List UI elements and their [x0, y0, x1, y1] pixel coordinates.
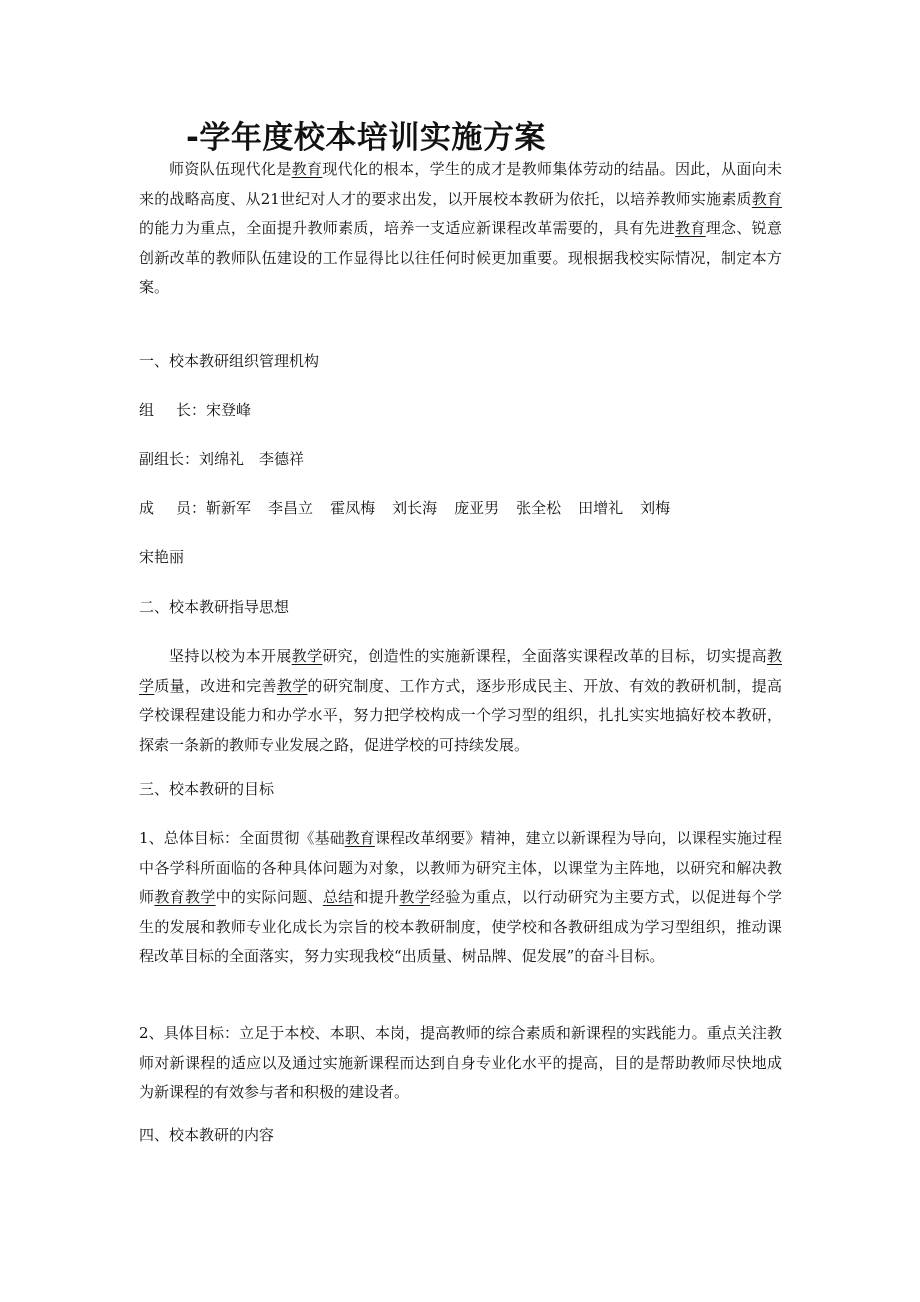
member-name: 张全松: [516, 499, 562, 517]
underlined-term: 教育: [675, 219, 706, 237]
deputy-label: 副组长：: [139, 450, 200, 468]
underlined-term: 教育: [344, 829, 375, 847]
member-name: 李昌立: [268, 499, 314, 517]
goal-overall-paragraph: 1、总体目标：全面贯彻《基础教育课程改革纲要》精神，建立以新课程为导向，以课程实施过程中各学科所面临的各种具体问题为对象，以教师为研究主体，以课堂为主阵地，以研究和解决教师教育教学中的实际问题、总结和提升教学经验为重点，以行动研究为主要方式，以促进每个学生的发展和教师专业化成长为宗旨的校本教研制度，使学校和各教研组成为学习型组织，推动课程改革目标的全面落实，努力实现我校“出质量、树品牌、促发展”的奋斗目标。: [139, 829, 782, 965]
underlined-term: 教育: [751, 189, 782, 208]
leader-row: [139, 399, 251, 421]
member-name: 田增礼: [578, 499, 624, 517]
deputy-row: [139, 448, 304, 470]
underlined-term: 教育: [291, 160, 323, 178]
underlined-term: 教学: [139, 647, 782, 695]
member-name: 刘长海: [392, 499, 438, 517]
leader-label-a: 组: [139, 401, 155, 419]
section2-heading: 二、校本教研指导思想: [139, 598, 290, 616]
intro-paragraph: 师资队伍现代化是教育现代化的根本，学生的成才是教师集体劳动的结晶。因此，从面向未来的战略高度、从21世纪对人才的要求出发，以开展校本教研为依托，以培养教师实施素质教育的能力为重点，全面提升教师素质，培养一支适应新课程改革需要的，具有先进教育理念、锐意创新改革的教师队伍建设的工作显得比以往任何时候更加重要。现根据我校实际情况，制定本方案。: [139, 160, 782, 296]
deputy-name: 李德祥: [259, 450, 305, 468]
member-name: 靳新军: [206, 499, 252, 517]
underlined-term: 教学: [291, 647, 323, 665]
goal-specific-paragraph: 2、具体目标：立足于本校、本职、本岗，提高教师的综合素质和新课程的实践能力。重点关注教师对新课程的适应以及通过实施新课程而达到自身专业化水平的提高，目的是帮助教师尽快地成为新课程的有效参与者和积极的建设者。: [139, 1024, 782, 1101]
underlined-term: 总结: [322, 888, 354, 906]
leader-name: 宋登峰: [206, 401, 252, 419]
section1-heading: 一、校本教研组织管理机构: [139, 352, 320, 370]
section4-heading: 四、校本教研的内容: [139, 1126, 275, 1144]
underlined-term: 教学: [184, 888, 216, 906]
member-name: 刘梅: [640, 499, 671, 517]
member-label-a: 成: [139, 499, 155, 517]
document-title: -学年度校本培训实施方案: [186, 120, 546, 156]
underlined-term: 教学: [276, 676, 308, 695]
section3-heading: 三、校本教研的目标: [139, 780, 275, 798]
underlined-term: 教育: [154, 888, 185, 906]
members-row: [139, 497, 670, 519]
member-name: 庞亚男: [454, 499, 500, 517]
underlined-term: 教学: [399, 888, 431, 906]
member-label-b: 员：: [176, 499, 207, 517]
leader-label-b: 长：: [176, 401, 207, 419]
guiding-paragraph: 坚持以校为本开展教学研究，创造性的实施新课程，全面落实课程改革的目标，切实提高教学质量，改进和完善教学的研究制度、工作方式，逐步形成民主、开放、有效的教研机制，提高学校课程建设能力和办学水平，努力把学校构成一个学习型的组织，扎扎实实地搞好校本教研，探索一条新的教师专业发展之路，促进学校的可持续发展。: [139, 647, 782, 754]
deputy-name: 刘绵礼: [199, 450, 245, 468]
member-last: 宋艳丽: [139, 548, 185, 566]
member-name: 霍凤梅: [330, 499, 376, 517]
